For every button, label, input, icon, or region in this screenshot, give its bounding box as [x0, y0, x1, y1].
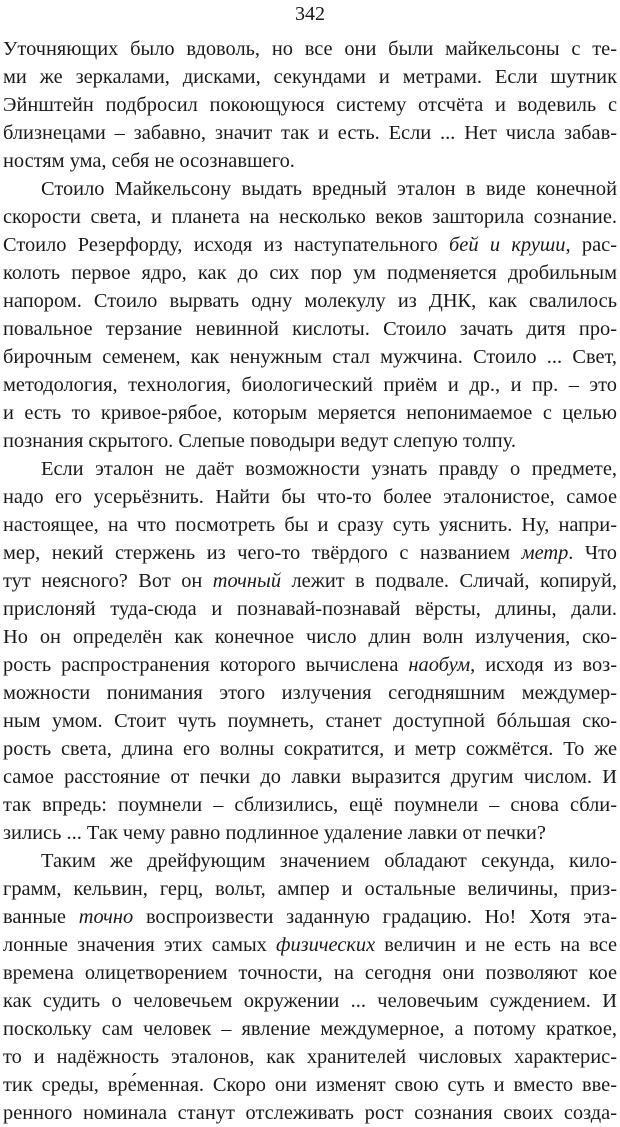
text-line: Стоило Майкельсону выдать вредный эталон в виде конечной	[41, 178, 617, 200]
text-segment: величин и не есть на все	[375, 934, 617, 956]
text-line: как судить о человечьем окружении ... человечьим суждением. И	[3, 990, 617, 1012]
text-segment: мер, некий стержень из чего-то твёрдого с названием	[3, 542, 522, 564]
page-number: 342	[295, 3, 325, 25]
text-line: Уточняющих было вдоволь, но все они были майкельсоны с те-	[3, 38, 617, 60]
text-segment: , рас-	[565, 234, 617, 256]
text-line: ми же зеркалами, дисками, секундами и метрами. Если шутник	[3, 66, 617, 88]
text-line: ностям ума, себя не осознавшего.	[3, 150, 295, 172]
text-segment: , исходя из воз-	[470, 654, 617, 676]
text-line: настоящее, на что посмотреть бы и сразу суть уяснить. Ну, напри-	[3, 514, 617, 536]
text-segment: ванные	[3, 906, 79, 928]
text-line: рость света, длина его волны сократится, и метр сожмётся. То же	[3, 738, 617, 760]
text-line: и есть то кривое-рябое, которым меряется непонимаемое с целью	[3, 402, 617, 424]
text-line: ренного номинала станут отслеживать рост сознания своих созда-	[3, 1102, 617, 1124]
text-segment: Стоило Резерфорду, исходя из наступательного	[3, 234, 450, 256]
text-line	[3, 567, 617, 595]
text-segment: рость распространения которого вычислена	[3, 654, 409, 676]
text-segment: воспроизвести заданную градацию. Но! Хотя эта-	[133, 906, 617, 928]
text-line: так впредь: поумнели – сблизились, ещё поумнели – снова сбли-	[3, 794, 617, 816]
text-line: познания скрытого. Слепые поводыри ведут слепую толпу.	[3, 430, 516, 452]
text-line: Эйнштейн подбросил покоющуюся систему отсчёта и водевиль с	[3, 94, 617, 116]
text-line: поскольку сам человек – явление междумерное, а потому краткое,	[3, 1018, 617, 1040]
text-line: времена олицетворением точности, на сегодня они позволяют кое	[3, 962, 617, 984]
text-line: колоть первое ядро, как до сих пор ум подменяется дробильным	[3, 262, 617, 284]
text-segment: тут неясного? Вот он	[3, 570, 213, 592]
text-line: то и надёжность эталонов, как хранителей числовых характерис-	[3, 1046, 617, 1068]
italic-segment: наобум	[408, 654, 471, 676]
text-line: бирочным семенем, как ненужным стал мужчина. Стоило ... Свет,	[3, 346, 617, 368]
text-line: ным умом. Стоит чуть поумнеть, станет доступной бóльшая ско-	[3, 710, 617, 732]
text-line: методология, технология, биологический приём и др., и пр. – это	[3, 374, 617, 396]
text-line	[3, 931, 617, 959]
text-line: зились ... Так чему равно подлинное удаление лавки от печки?	[3, 822, 546, 844]
text-line: Таким же дрейфующим значением обладают секунда, кило-	[41, 850, 617, 872]
text-line: самое расстояние от печки до лавки выразится другим числом. И	[3, 766, 617, 788]
text-line: надо его усерьёзнить. Найти бы что-то более эталонистое, самое	[3, 486, 617, 508]
text-line: тик среды, вре́менная. Скоро они изменят свою суть и вместо вве-	[3, 1074, 617, 1096]
text-line: грамм, кельвин, герц, вольт, ампер и остальные величины, приз-	[3, 878, 617, 900]
text-line	[3, 539, 617, 567]
text-line: Если эталон не даёт возможности узнать правду о предмете,	[41, 458, 617, 480]
text-line: можности понимания этого излучения сегодняшним междумер-	[3, 682, 617, 704]
italic-segment: физических	[275, 934, 376, 956]
text-line: скорости света, и планета на несколько веков зашторила сознание.	[3, 206, 617, 228]
text-line: напором. Стоило вырвать одну молекулу из ДНК, как свалилось	[3, 290, 617, 312]
text-line	[3, 231, 617, 259]
body-text	[3, 35, 617, 1127]
text-line	[3, 651, 617, 679]
text-line: прислоняй туда-сюда и познавай-познавай вёрсты, длины, дали.	[3, 598, 617, 620]
italic-segment: точно	[78, 906, 134, 928]
text-line	[3, 903, 617, 931]
text-segment: лонные значения этих самых	[3, 934, 276, 956]
italic-segment: метр	[521, 542, 569, 564]
text-line: Но он определён как конечное число длин волн излучения, ско-	[3, 626, 617, 648]
italic-segment: бей и круши	[449, 234, 566, 256]
text-segment: лежит в подвале. Сличай, копируй,	[281, 570, 617, 592]
text-line: повальное терзание невинной кислоты. Стоило зачать дитя про-	[3, 318, 617, 340]
italic-segment: точный	[212, 570, 282, 592]
text-segment: . Что	[568, 542, 617, 564]
text-line: близнецами – забавно, значит так и есть. Если ... Нет числа забав-	[3, 122, 617, 144]
